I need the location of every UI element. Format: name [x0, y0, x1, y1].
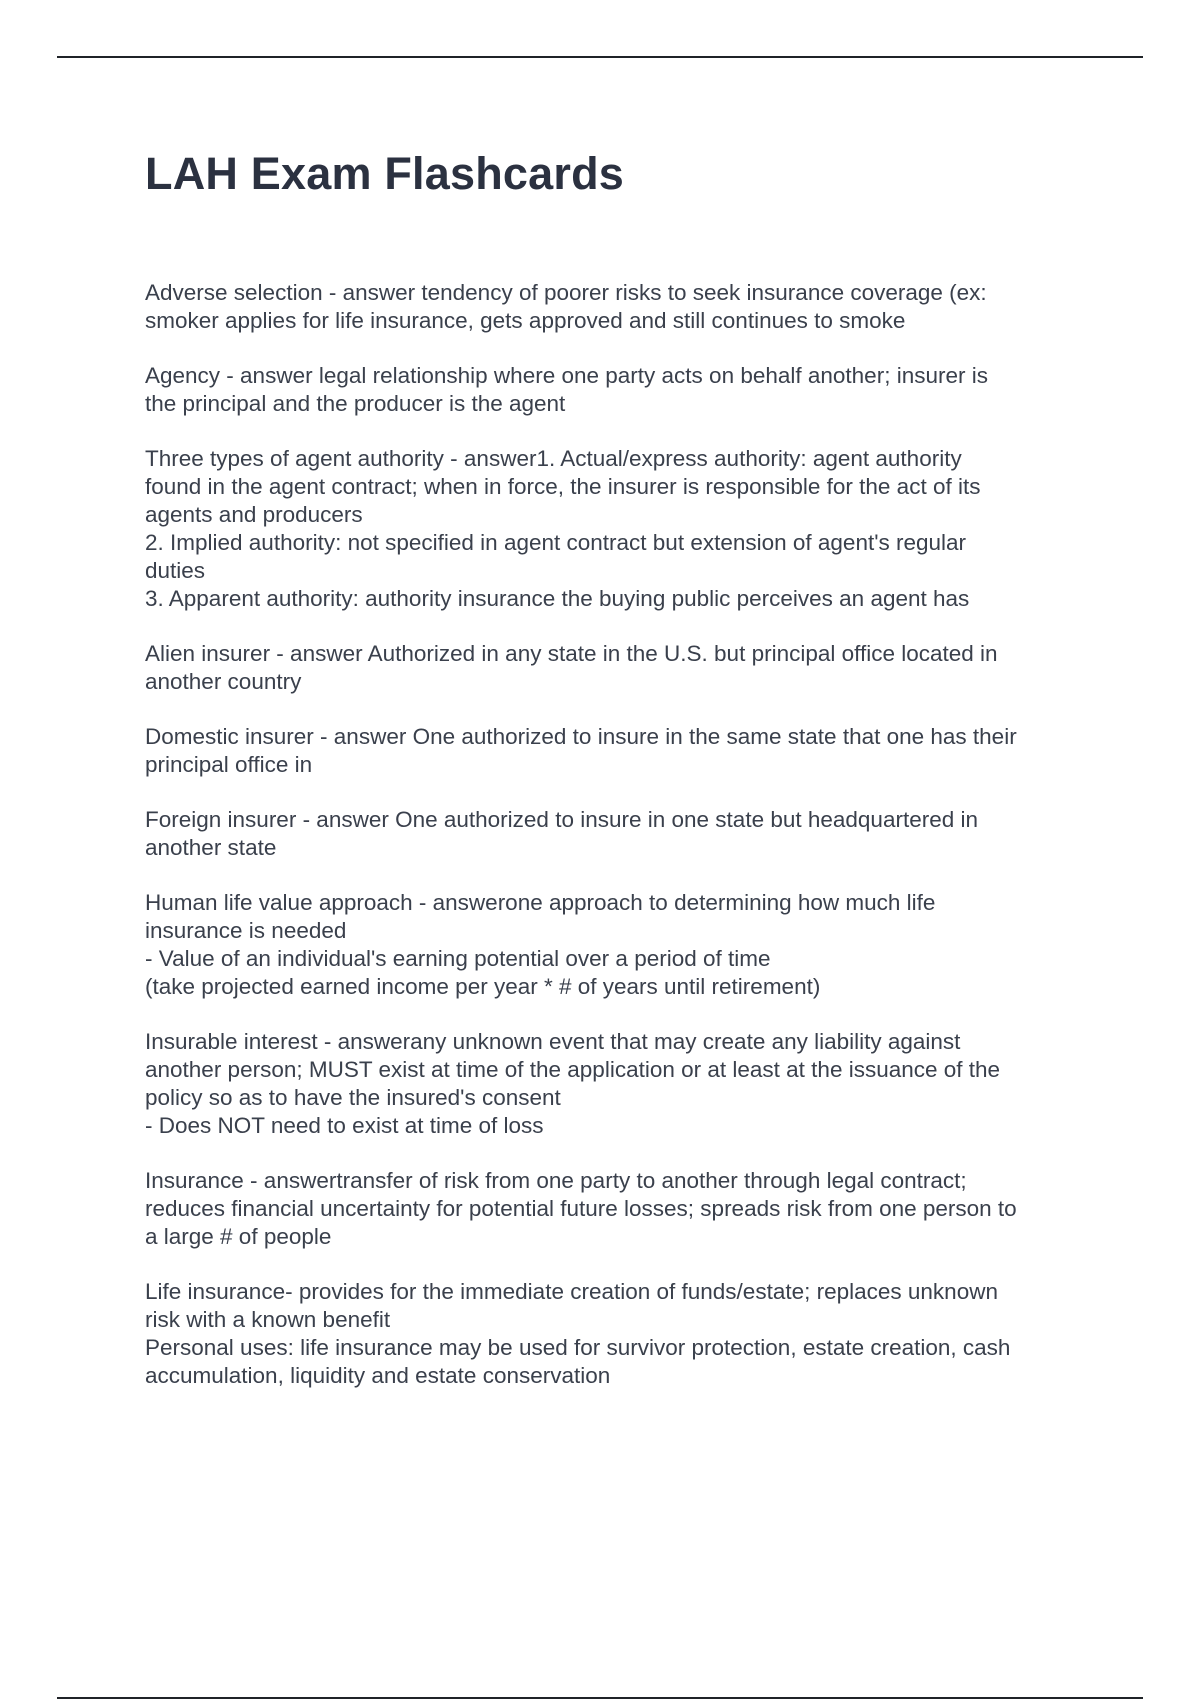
flashcard-line: another country	[145, 669, 302, 694]
flashcard-line: duties	[145, 558, 206, 583]
flashcard-line: (take projected earned income per year * # of years until retirement)	[145, 974, 821, 999]
flashcard-line: - Does NOT need to exist at time of loss	[145, 1113, 544, 1138]
flashcard-line: a large # of people	[145, 1224, 332, 1249]
flashcard-line: 2. Implied authority: not specified in agent contract but extension of agent's regular	[145, 530, 967, 555]
flashcard-line: insurance is needed	[145, 918, 347, 943]
flashcard-line: Life insurance- provides for the immediate creation of funds/estate; replaces unknown	[145, 1279, 998, 1304]
flashcard-line: Agency - answer legal relationship where one party acts on behalf another; insurer is	[145, 363, 988, 388]
flashcard-line: Insurable interest - answerany unknown event that may create any liability against	[145, 1029, 961, 1054]
flashcard-entry	[145, 806, 1090, 862]
flashcard-line: reduces financial uncertainty for potential future losses; spreads risk from one person to	[145, 1196, 1017, 1221]
flashcard-line: found in the agent contract; when in force, the insurer is responsible for the act of its	[145, 474, 981, 499]
flashcard-line: Alien insurer - answer Authorized in any state in the U.S. but principal office located in	[145, 641, 998, 666]
document-body	[145, 140, 1090, 1417]
top-rule	[57, 56, 1143, 58]
flashcard-entry	[145, 640, 1090, 696]
flashcard-line: smoker applies for life insurance, gets approved and still continues to smoke	[145, 308, 906, 333]
flashcard-entry	[145, 279, 1090, 335]
flashcard-line: another person; MUST exist at time of the application or at least at the issuance of the	[145, 1057, 1001, 1082]
flashcard-list	[145, 279, 1090, 1390]
flashcard-line: Personal uses: life insurance may be used for survivor protection, estate creation, cash	[145, 1335, 1011, 1360]
flashcard-line: Foreign insurer - answer One authorized to insure in one state but headquartered in	[145, 807, 978, 832]
flashcard-line: the principal and the producer is the agent	[145, 391, 566, 416]
flashcard-line: another state	[145, 835, 277, 860]
flashcard-entry	[145, 889, 1090, 1001]
flashcard-line: Three types of agent authority - answer1. Actual/express authority: agent authority	[145, 446, 962, 471]
flashcard-line: principal office in	[145, 752, 313, 777]
flashcard-entry	[145, 1167, 1090, 1251]
flashcard-entry	[145, 1028, 1090, 1140]
flashcard-entry	[145, 723, 1090, 779]
flashcard-line: policy so as to have the insured's consent	[145, 1085, 561, 1110]
flashcard-entry	[145, 1278, 1090, 1390]
document-title: LAH Exam Flashcards	[145, 148, 624, 199]
flashcard-line: risk with a known benefit	[145, 1307, 391, 1332]
flashcard-line: agents and producers	[145, 502, 363, 527]
bottom-rule	[57, 1697, 1143, 1699]
flashcard-line: Adverse selection - answer tendency of poorer risks to seek insurance coverage (ex:	[145, 280, 987, 305]
flashcard-entry	[145, 445, 1090, 613]
flashcard-entry	[145, 362, 1090, 418]
flashcard-line: accumulation, liquidity and estate conservation	[145, 1363, 611, 1388]
flashcard-line: Domestic insurer - answer One authorized to insure in the same state that one has their	[145, 724, 1017, 749]
flashcard-line: - Value of an individual's earning potential over a period of time	[145, 946, 771, 971]
flashcard-line: Human life value approach - answerone approach to determining how much life	[145, 890, 936, 915]
flashcard-line: 3. Apparent authority: authority insurance the buying public perceives an agent has	[145, 586, 970, 611]
flashcard-line: Insurance - answertransfer of risk from one party to another through legal contract;	[145, 1168, 967, 1193]
